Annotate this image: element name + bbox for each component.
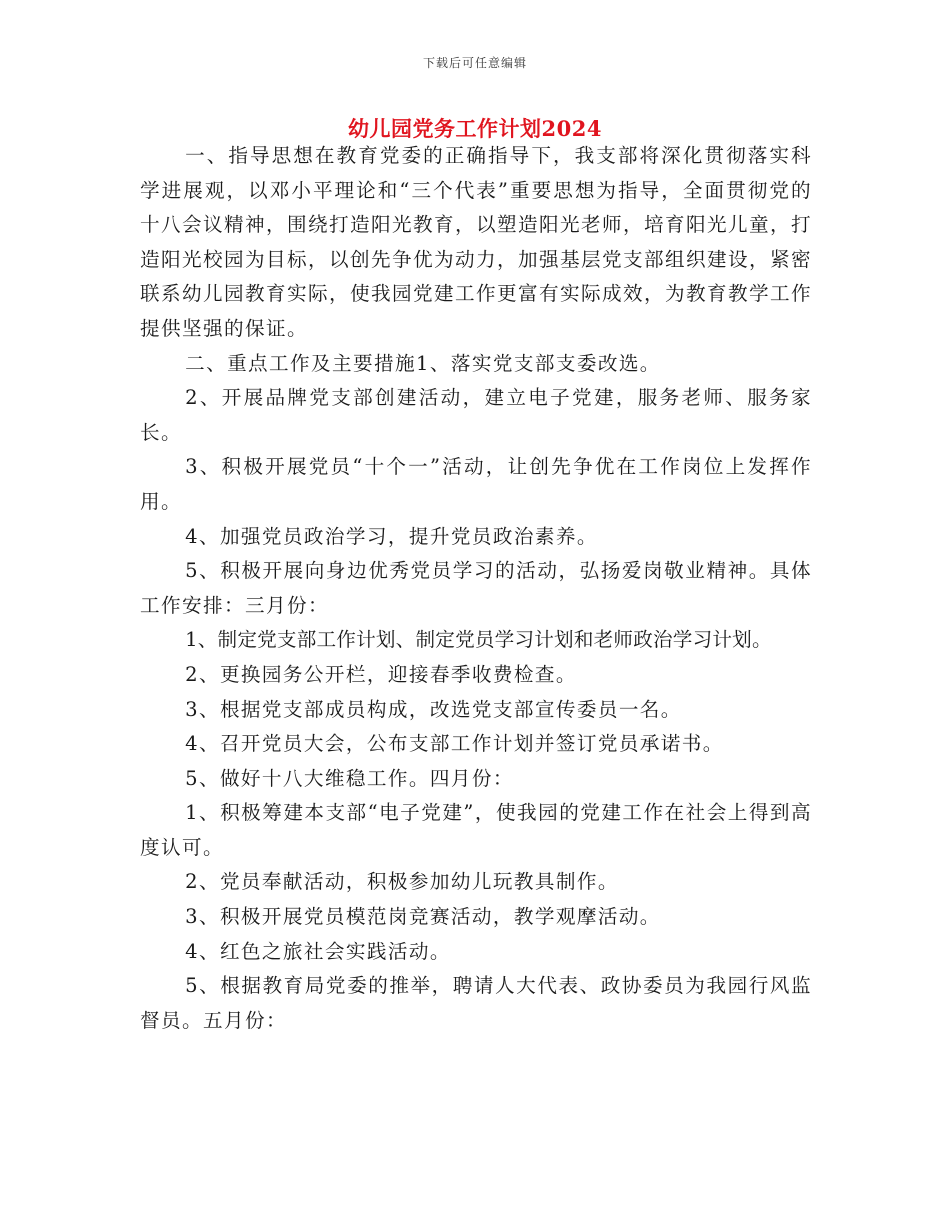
- paragraph-item: 1、积极筹建本支部“电子党建”，使我园的党建工作在社会上得到高度认可。: [140, 801, 812, 859]
- paragraph-item: 4、加强党员政治学习，提升党员政治素养。: [185, 524, 598, 548]
- paragraph-item: 3、积极开展党员“十个一”活动，让创先争优在工作岗位上发挥作用。: [140, 455, 812, 513]
- header-note: 下载后可任意编辑: [422, 56, 527, 70]
- paragraph-item: 5、根据教育局党委的推举，聘请人大代表、政协委员为我园行风监督员。五月份：: [140, 974, 812, 1032]
- paragraph-item: 3、根据党支部成员构成，改选党支部宣传委员一名。: [185, 697, 682, 721]
- paragraph-item: 2、开展品牌党支部创建活动，建立电子党建，服务老师、服务家长。: [140, 386, 812, 444]
- paragraph-item: 1、制定党支部工作计划、制定党员学习计划和老师政治学习计划。: [185, 628, 772, 652]
- document-body: [140, 139, 812, 1038]
- paragraph-guiding-ideology: 一、指导思想在教育党委的正确指导下，我支部将深化贯彻落实科学进展观，以邓小平理论和“三个代表”重要思想为指导，全面贯彻党的十八会议精神，围绕打造阳光教育，以塑造阳光老师，培育阳光儿童，打造阳光校园为目标，以创先争优为动力，加强基层党支部组织建设，紧密联系幼儿园教育实际，使我园党建工作更富有实际成效，为教育教学工作提供坚强的保证。: [140, 144, 812, 340]
- paragraph-item: 5、做好十八大维稳工作。四月份：: [185, 766, 514, 790]
- paragraph-item: 4、召开党员大会，公布支部工作计划并签订党员承诺书。: [185, 732, 724, 756]
- paragraph-item: 4、红色之旅社会实践活动。: [185, 939, 451, 963]
- paragraph-item: 3、积极开展党员模范岗竞赛活动，教学观摩活动。: [185, 905, 661, 929]
- paragraph-item: 2、党员奉献活动，积极参加幼儿玩教具制作。: [185, 870, 619, 894]
- paragraph-item: 2、更换园务公开栏，迎接春季收费检查。: [185, 662, 577, 686]
- document-title: 幼儿园党务工作计划2024: [348, 116, 602, 141]
- paragraph-key-work: 二、重点工作及主要措施1、落实党支部支委改选。: [185, 351, 661, 375]
- paragraph-item: 5、积极开展向身边优秀党员学习的活动，弘扬爱岗敬业精神。具体工作安排：三月份：: [140, 559, 812, 617]
